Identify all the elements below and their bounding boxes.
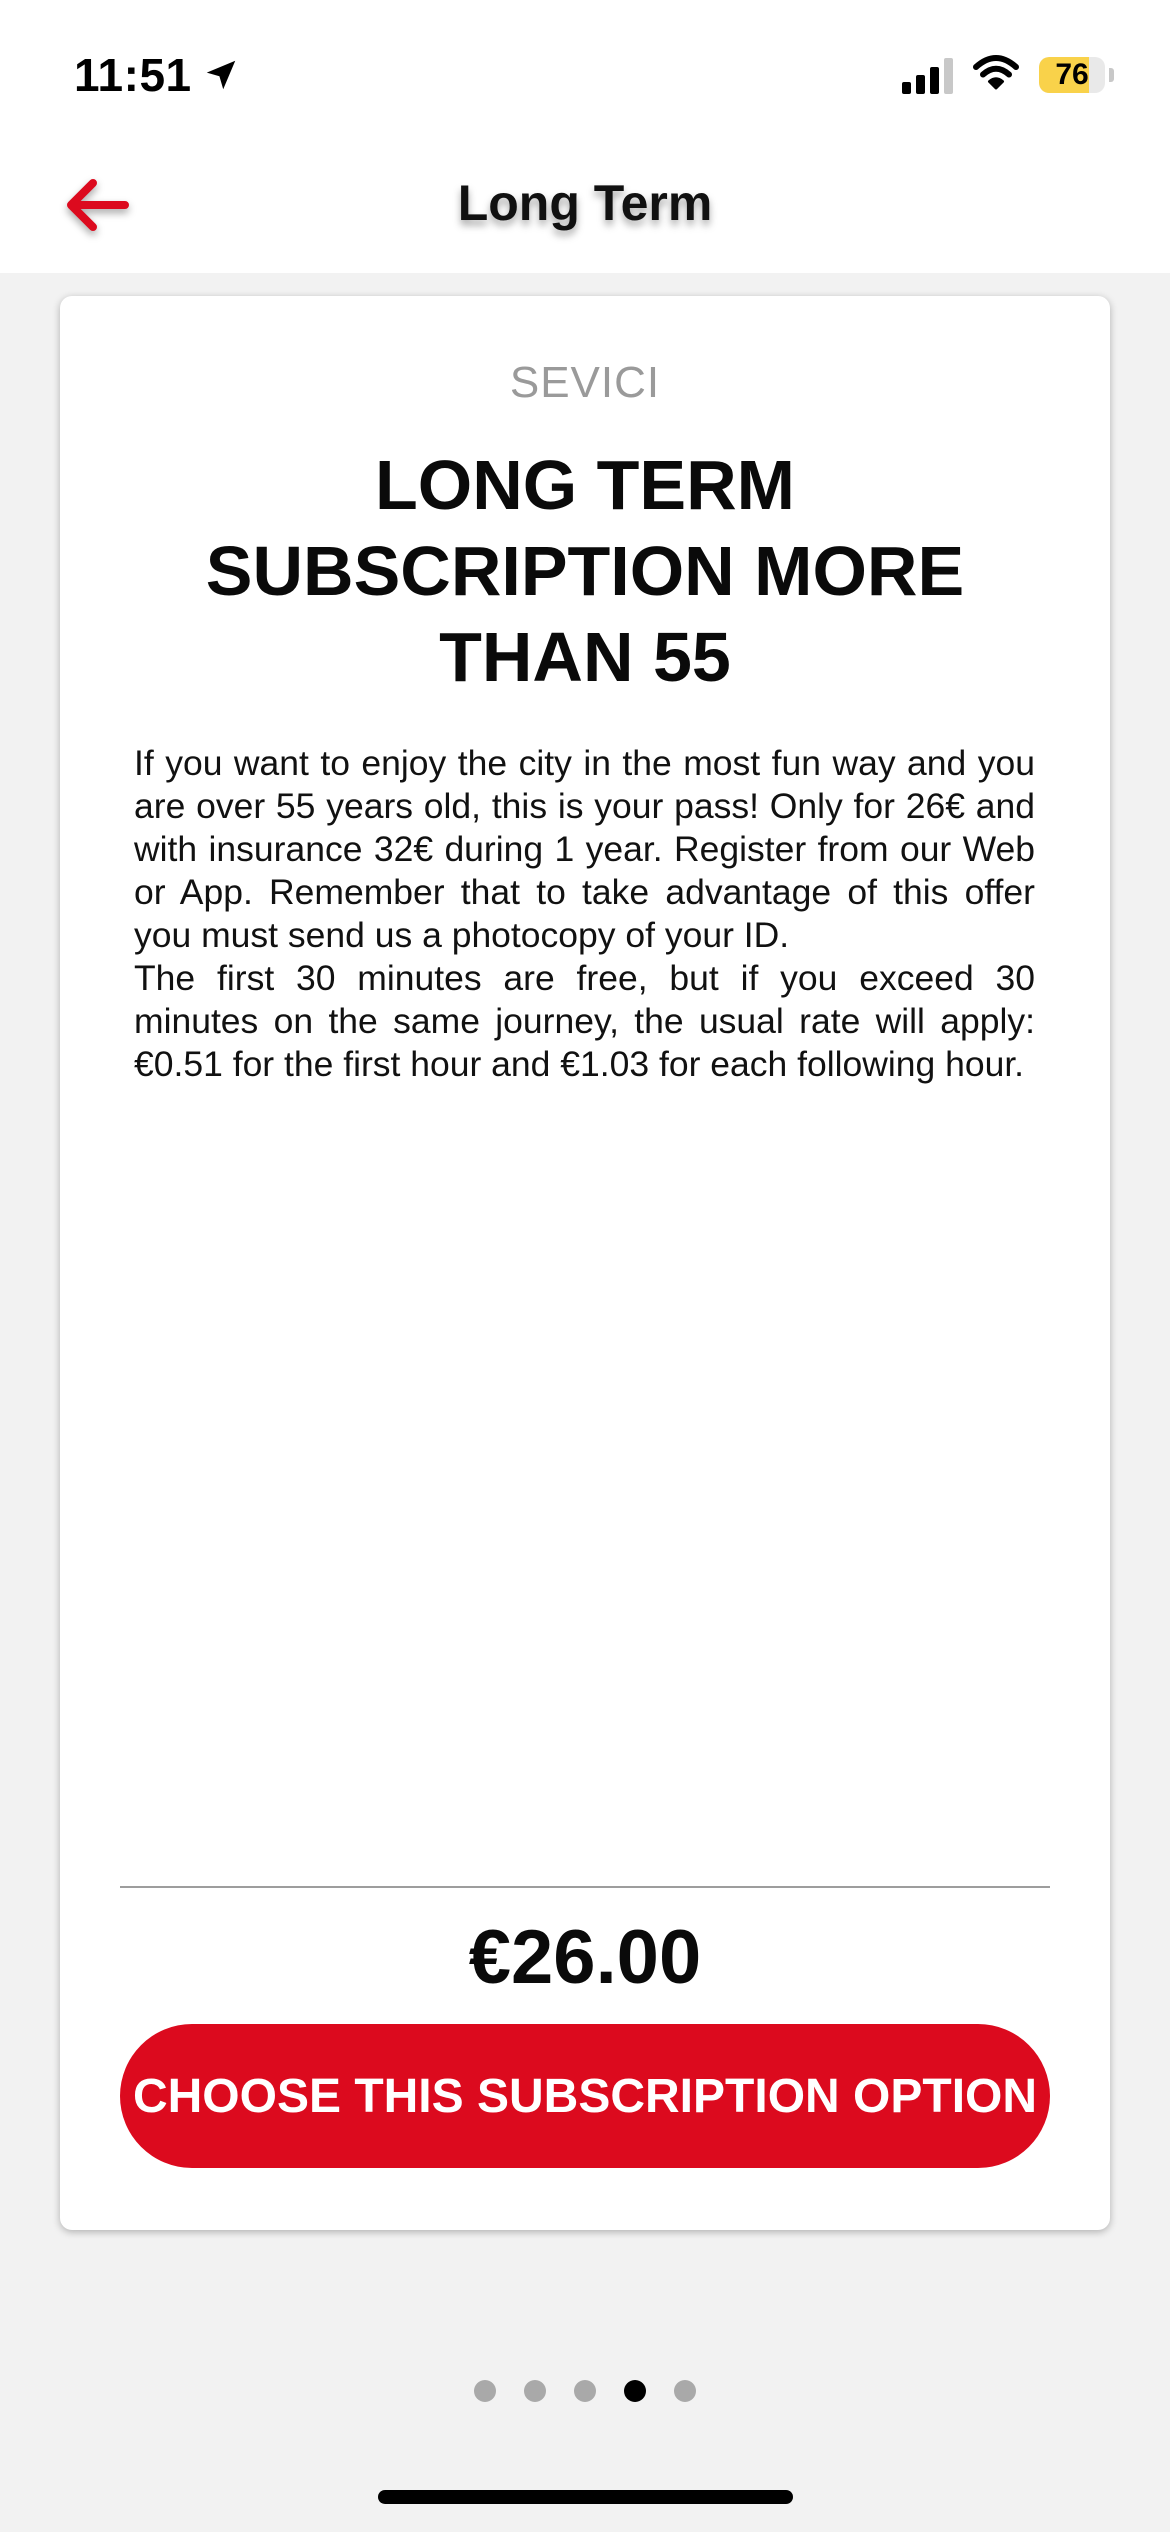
subscription-description [134, 742, 1035, 1086]
subscription-card [60, 296, 1110, 2230]
page-dot[interactable] [574, 2380, 596, 2402]
page-dot[interactable] [524, 2380, 546, 2402]
status-time-text: 11:51 [74, 49, 192, 101]
description-paragraph: The first 30 minutes are free, but if you exceed 30 minutes on the same journey, the usual rate will apply: €0.51 for the first hour and €1.03 for each following hour. [134, 958, 1035, 1084]
choose-subscription-button[interactable]: CHOOSE THIS SUBSCRIPTION OPTION [120, 2024, 1050, 2168]
battery-level: 76 [1055, 58, 1089, 91]
status-icons [902, 48, 1114, 102]
subscription-title: LONG TERM SUBSCRIPTION MORE THAN 55 [205, 446, 965, 696]
top-bar [0, 0, 1170, 273]
status-time [74, 44, 240, 106]
page-dot[interactable] [474, 2380, 496, 2402]
divider [120, 1886, 1050, 1888]
page-dot[interactable] [674, 2380, 696, 2402]
price: €26.00 [468, 1915, 702, 2000]
description-paragraph: If you want to enjoy the city in the most fun way and you are over 55 years old, this is your pass! Only for 26€ and with insurance 32€ during 1 year. Register from our Web or App. Remember that to take advantage of this offer you must send us a photocopy of your ID. [134, 743, 1035, 955]
page-indicator[interactable] [0, 2380, 1170, 2402]
battery-icon [1039, 57, 1114, 93]
cellular-signal-icon [902, 56, 953, 94]
provider-label: SEVICI [509, 358, 661, 407]
wifi-icon [973, 55, 1019, 96]
page-dot-active[interactable] [624, 2380, 646, 2402]
page-title: Long Term [457, 175, 713, 231]
home-indicator[interactable] [378, 2490, 793, 2504]
location-arrow-icon [202, 56, 240, 94]
